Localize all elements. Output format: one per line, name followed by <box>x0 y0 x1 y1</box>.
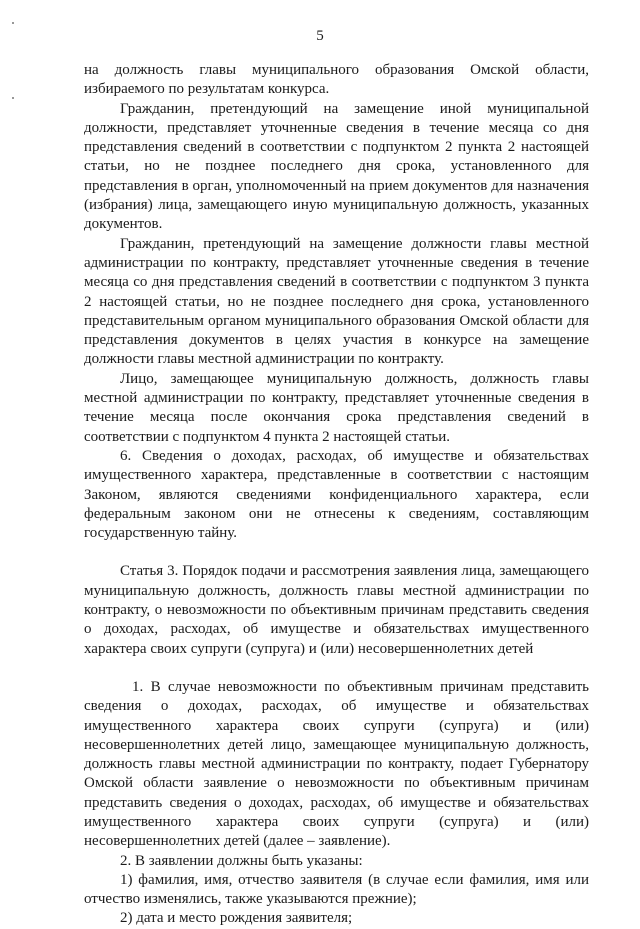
spacer <box>84 659 589 678</box>
scan-artifact-dot <box>12 97 14 99</box>
paragraph-3: Гражданин, претендующий на замещение должности главы местной администрации по контракту, представляет уточненные сведения в течение месяца со дня представления сведений в соответствии с подпунктом 3 пункта 2 настоящей статьи, но не позднее последнего дня срока, установленного представительным органом муниципального образования Омской области для представления документов в целях участия в конкурсе на замещение должности главы местной администрации по контракту. <box>84 235 589 368</box>
article-paragraph-3: 1) фамилия, имя, отчество заявителя (в случае если фамилия, имя или отчество изменялись, также указываются прежние); <box>84 871 589 908</box>
article-paragraph-1: 1. В случае невозможности по объективным причинам представить сведения о доходах, расходах, об имуществе и обязательствах имущественного характера своих супруги (супруга) и (или) несовершеннолетних детей лицо, замещающее муниципальную должность, должность главы местной администрации по контракту, подает Губернатору Омской области заявление о невозможности по объективным причинам представить сведения о доходах, расходах, об имуществе и обязательствах имущественного характера своих супруги (супруга) и (или) несовершеннолетних детей (далее – заявление). <box>84 678 589 850</box>
document-body <box>84 61 589 929</box>
paragraph-2: Гражданин, претендующий на замещение иной муниципальной должности, представляет уточненные сведения в течение месяца со дня представления сведений в соответствии с подпунктом 2 пункта 2 настоящей статьи, но не позднее последнего дня срока, установленного для представления в орган, уполномоченный на прием документов для назначения (избрания) лица, замещающего иную муниципальную должность, указанных документов. <box>84 100 589 233</box>
paragraph-4: Лицо, замещающее муниципальную должность, должность главы местной администрации по контракту, представляет уточненные сведения в течение месяца после окончания срока представления сведений в соответствии с подпунктом 4 пункта 2 настоящей статьи. <box>84 370 589 445</box>
paragraph-5: 6. Сведения о доходах, расходах, об имуществе и обязательствах имущественного характера, представленные в соответствии с настоящим Законом, являются сведениями конфиденциального характера, если федеральным законом они не отнесены к сведениям, составляющим государственную тайну. <box>84 447 589 542</box>
article-paragraph-4: 2) дата и место рождения заявителя; <box>120 910 353 927</box>
page-number: 5 <box>316 28 324 44</box>
article-paragraph-2: 2. В заявлении должны быть указаны: <box>120 852 363 869</box>
scan-artifact-dot <box>12 22 14 24</box>
paragraph-1: на должность главы муниципального образования Омской области, избираемого по результатам конкурса. <box>84 62 589 98</box>
spacer <box>84 543 589 562</box>
article-title: Статья 3. Порядок подачи и рассмотрения заявления лица, замещающего муниципальную должность, должность главы местной администрации по контракту, о невозможности по объективным причинам представить сведения о доходах, расходах, об имуществе и обязательствах имущественного характера своих супруги (супруга) и (или) несовершеннолетних детей <box>84 563 589 657</box>
